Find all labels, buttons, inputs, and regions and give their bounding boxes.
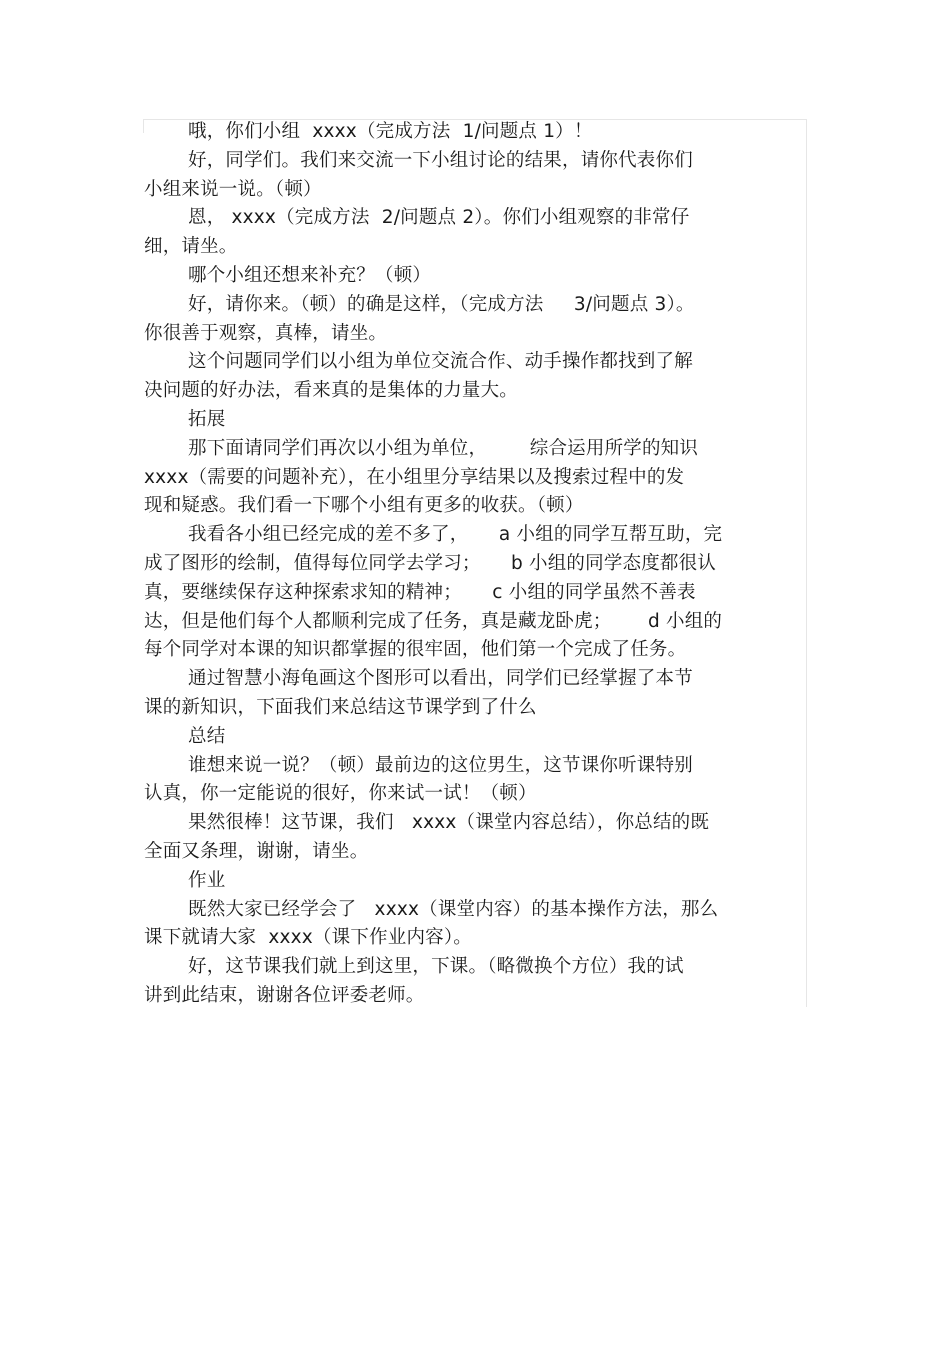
text-line: 小组来说一说。（顿）: [144, 178, 322, 200]
text-line: 细，请坐。: [144, 236, 238, 258]
text-line: 作业: [188, 869, 226, 891]
text-line: 好，这节课我们就上到这里，下课。（略微换个方位）我的试: [188, 956, 684, 978]
text-line: 哦，你们小组 xxxx（完成方法 1/问题点 1）！: [188, 121, 593, 142]
text-line: 认真，你一定能说的很好，你来试一试！（顿）: [144, 783, 537, 805]
text-line: 通过智慧小海龟画这个图形可以看出，同学们已经掌握了本节: [188, 668, 693, 690]
text-line: 既然大家已经学会了 xxxx（课堂内容）的基本操作方法，那么: [188, 898, 719, 920]
text-line: 决问题的好办法，看来真的是集体的力量大。: [144, 380, 519, 402]
text-line: 恩， xxxx（完成方法 2/问题点 2）。你们小组观察的非常仔: [188, 207, 690, 229]
text-line: 我看各小组已经完成的差不多了， a 小组的同学互帮互助，完: [188, 524, 723, 546]
text-line: 拓展: [188, 408, 226, 430]
text-line: 现和疑惑。我们看一下哪个小组有更多的收获。（顿）: [144, 495, 584, 517]
text-line: 达，但是他们每个人都顺利完成了任务，真是藏龙卧虎； d 小组的: [144, 610, 723, 632]
text-line: 全面又条理，谢谢，请坐。: [144, 840, 369, 862]
text-line: 谁想来说一说？（顿）最前边的这位男生，这节课你听课特别: [188, 754, 693, 776]
page-border-right: [806, 119, 807, 1007]
text-line: 课的新知识，下面我们来总结这节课学到了什么: [144, 696, 537, 718]
text-line: 哪个小组还想来补充？（顿）: [188, 264, 432, 286]
text-line: 讲到此结束，谢谢各位评委老师。: [144, 984, 425, 1006]
document-body: [144, 118, 804, 1011]
text-line: 好，请你来。（顿）的确是这样，（完成方法 3/问题点 3）。: [188, 293, 695, 315]
text-line: 成了图形的绘制，值得每位同学去学习； b 小组的同学态度都很认: [144, 552, 717, 574]
text-line: 每个同学对本课的知识都掌握的很牢固，他们第一个完成了任务。: [144, 639, 687, 661]
text-line: xxxx（需要的问题补充），在小组里分享结果以及搜索过程中的发: [144, 466, 685, 488]
text-line: 课下就请大家 xxxx（课下作业内容）。: [144, 927, 473, 949]
text-line: 总结: [188, 725, 226, 747]
text-line: 果然很棒！这节课，我们 xxxx（课堂内容总结），你总结的既: [188, 812, 710, 834]
text-line: 那下面请同学们再次以小组为单位， 综合运用所学的知识: [188, 437, 699, 459]
text-line: 你很善于观察，真棒，请坐。: [144, 322, 388, 344]
text-line: 好，同学们。我们来交流一下小组讨论的结果，请你代表你们: [188, 149, 693, 171]
text-line: 这个问题同学们以小组为单位交流合作、动手操作都找到了解: [188, 351, 693, 373]
text-line: 真，要继续保存这种探索求知的精神； c 小组的同学虽然不善表: [144, 581, 696, 603]
